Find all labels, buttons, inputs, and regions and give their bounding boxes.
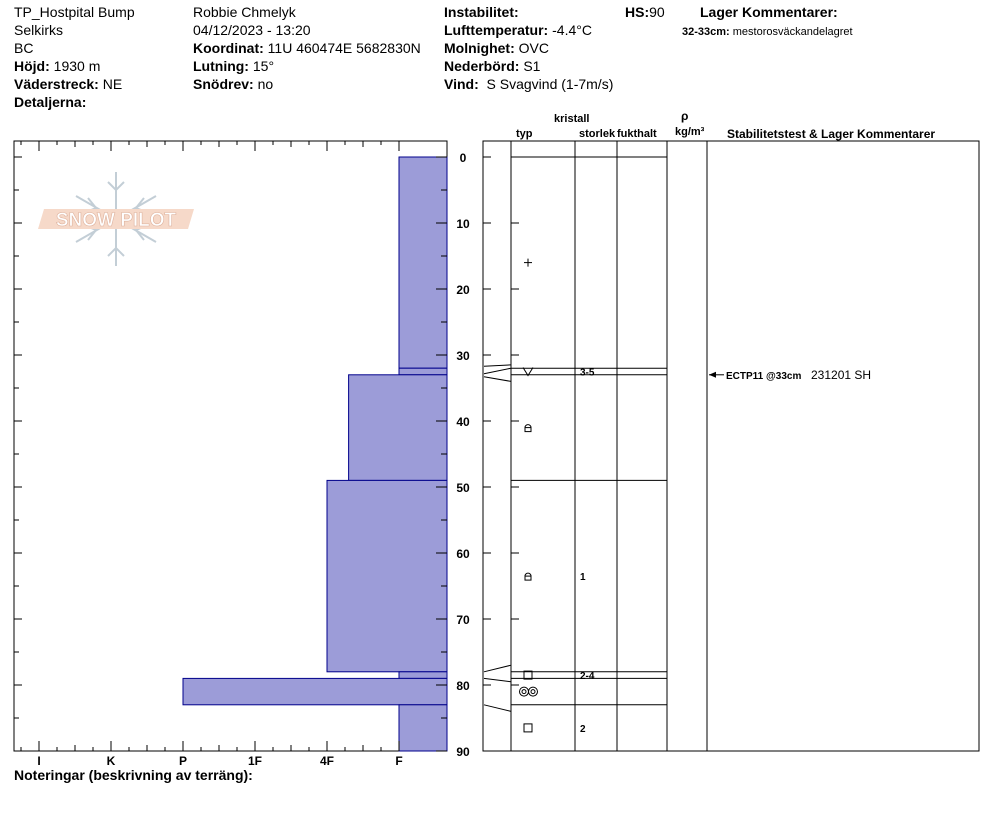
hardness-tick-label: 4F (319, 754, 335, 768)
layer-connector-line (484, 705, 511, 712)
stability-test-label: ECTP11 @33cm (726, 370, 802, 382)
melt-freeze-icon (522, 690, 526, 694)
hardness-tick-label: 1F (247, 754, 263, 768)
layer-comment-depth: 32-33cm: (682, 26, 730, 38)
hardness-bar (399, 368, 447, 375)
melt-freeze-icon (531, 690, 535, 694)
drift-value: no (257, 76, 274, 92)
coordinate-label: Koordinat: (193, 40, 264, 56)
hardness-bar (399, 672, 447, 679)
hs-label: HS: (625, 4, 650, 20)
layer-comment-text: mestorosväckandelagret (732, 26, 853, 38)
temperature-value: -4.4°C (552, 22, 592, 38)
instability-label: Instabilitet: (444, 4, 519, 20)
depth-tick-label: 0 (459, 151, 467, 165)
hardness-bars (183, 157, 447, 751)
grain-size-label: 2 (580, 723, 586, 735)
faceted-icon (524, 724, 532, 732)
hardness-bar (399, 705, 447, 751)
snowpilot-logo (38, 172, 194, 266)
precip-label: Nederbörd: (444, 58, 520, 74)
hardness-bar (349, 375, 447, 481)
hardness-tick-label: K (106, 754, 116, 768)
depth-tick-label: 10 (456, 217, 470, 231)
column-kristall: kristall (554, 113, 590, 125)
drift-label: Snödrev: (193, 76, 254, 92)
column-storlek: storlek (579, 128, 616, 140)
layer-connector-line (484, 377, 511, 382)
hardness-tick-label: F (395, 754, 403, 768)
depth-tick-label: 50 (456, 481, 470, 495)
range-name: Selkirks (14, 22, 64, 38)
layer-connector-line (484, 665, 511, 672)
hardness-tick-label: I (37, 754, 41, 768)
hardness-bar (327, 480, 447, 671)
location-name: TP_Hostpital Bump (14, 4, 135, 20)
slope-label: Lutning: (193, 58, 249, 74)
temperature-label: Lufttemperatur: (444, 22, 549, 38)
depth-tick-label: 80 (456, 679, 470, 693)
column-rho: ρ (681, 109, 689, 123)
wind-value: S Svagvind (1-7m/s) (486, 76, 614, 92)
hardness-bar (183, 678, 447, 704)
melt-freeze-icon (529, 687, 538, 696)
sky-label: Molnighet: (444, 40, 515, 56)
sky-value: OVC (518, 40, 549, 56)
logo-text: SNOW PILOT (55, 210, 177, 231)
depth-tick-label: 20 (456, 283, 470, 297)
depth-tick-label: 40 (456, 415, 470, 429)
column-stability: Stabilitetstest & Lager Kommentarer (727, 127, 936, 141)
depth-tick-label: 30 (456, 349, 470, 363)
grain-size-label: 2-4 (580, 671, 595, 683)
grain-size-label: 3-5 (580, 367, 595, 379)
hs-value: 90 (649, 4, 665, 20)
hardness-axis-ticks (21, 141, 403, 768)
observation-datetime: 04/12/2023 - 13:20 (193, 22, 311, 38)
column-typ: typ (516, 128, 533, 140)
slope-value: 15° (252, 58, 275, 74)
depth-tick-label: 90 (456, 745, 470, 759)
column-density-unit: kg/m³ (675, 126, 705, 138)
layer-connector-line (484, 368, 511, 374)
hardness-tick-label: P (178, 754, 188, 768)
notes-label: Noteringar (beskrivning av terräng): (14, 767, 253, 783)
stability-test-extra: 231201 SH (811, 367, 872, 382)
stability-test-marker (709, 368, 871, 382)
coordinate-value: 11U 460474E 5682830N (267, 40, 421, 56)
rounding-faceted-icon (525, 428, 531, 432)
details-label: Detaljerna: (14, 94, 87, 110)
depth-tick-label: 60 (456, 547, 470, 561)
elevation-label: Höjd: (14, 58, 50, 74)
aspect-value: NE (102, 76, 123, 92)
layer-connector-line (484, 678, 511, 681)
grain-size-label: 1 (580, 572, 586, 584)
layer-grain-symbols (520, 259, 595, 735)
wind-label: Vind: (444, 76, 479, 92)
layer-connector-line (484, 365, 511, 366)
province-name: BC (14, 40, 34, 56)
rounding-faceted-icon (525, 576, 531, 580)
observer-name: Robbie Chmelyk (193, 4, 296, 20)
layer-comments-title: Lager Kommentarer: (700, 4, 838, 20)
melt-freeze-icon (520, 687, 529, 696)
aspect-label: Väderstreck: (14, 76, 99, 92)
stability-arrowhead (709, 372, 716, 378)
layer-table-frame (483, 141, 979, 751)
precip-value: S1 (523, 58, 541, 74)
elevation-value: 1930 m (53, 58, 101, 74)
depth-tick-label: 70 (456, 613, 470, 627)
hardness-bar (399, 157, 447, 368)
column-fukthalt: fukthalt (617, 128, 657, 140)
